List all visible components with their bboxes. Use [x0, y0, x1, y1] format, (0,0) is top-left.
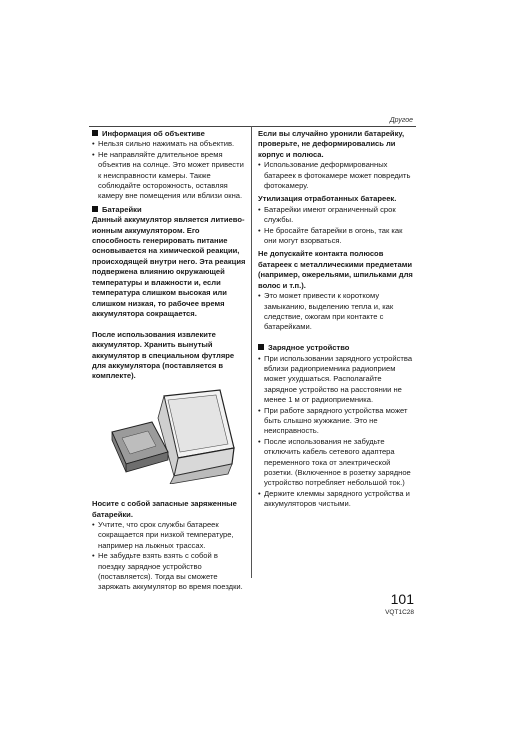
battery-storage-paragraph: После использования извлеките аккумулятор. Хранить вынутый аккумулятор в специальном футляре для аккумулятора (поставляется в комплекте).	[92, 329, 235, 381]
lens-info-heading: Информация об объективе	[92, 129, 247, 139]
spare-battery-heading: Носите с собой запасные заряженные батарейки.	[92, 499, 237, 519]
top-rule	[89, 126, 416, 127]
batteries-heading: Батарейки	[92, 205, 247, 215]
metal-contact-heading: Не допускайте контакта полюсов батареек с металлическими предметами (например, ожерельями, шпильками для волос и т.п.).	[258, 249, 413, 290]
charger-bullet-1: • При использовании зарядного устройства вблизи радиоприемника радиоприем может ухудшаться. Располагайте зарядное устройство на расстоянии не менее 1 м от радиоприемника.	[258, 354, 416, 406]
document-code: VQT1C28	[385, 609, 414, 616]
spare-battery-bullet-2: • Не забудьте взять взять с собой в поездку зарядное устройство (поставляется). Тогда вы сможете заряжать аккумулятор во время поездки.	[92, 551, 247, 593]
page-number: 101	[390, 591, 414, 607]
charger-heading: Зарядное устройство	[258, 343, 416, 353]
charger-bullet-3: • После использования не забудьте отключить кабель сетевого адаптера переменного тока от электрической розетки. (Включенное в розетку зарядное устройство потребляет небольшой ток.)	[258, 437, 416, 489]
dropped-battery-bullet: • Использование деформированных батареек в фотокамере может повредить фотокамеру.	[258, 160, 416, 191]
battery-disposal-bullet-1: • Батарейки имеют ограниченный срок службы.	[258, 205, 416, 226]
battery-disposal-heading: Утилизация отработанных батареек.	[258, 194, 397, 204]
battery-and-case-photo	[92, 388, 240, 484]
square-bullet-icon	[92, 130, 98, 136]
spare-battery-bullet-1: • Учтите, что срок службы батареек сокращается при низкой температуре, например на лыжных трассах.	[92, 520, 247, 551]
battery-disposal-bullet-2: • Не бросайте батарейки в огонь, так как они могут взорваться.	[258, 226, 416, 247]
right-column	[258, 129, 416, 510]
charger-bullet-2: • При работе зарядного устройства может быть слышно жужжание. Это не неисправность.	[258, 406, 416, 437]
column-divider	[251, 126, 252, 578]
left-column	[92, 129, 247, 593]
section-label: Другое	[389, 117, 413, 124]
charger-bullet-4: • Держите клеммы зарядного устройства и аккумуляторов чистыми.	[258, 489, 416, 510]
square-bullet-icon	[258, 344, 264, 350]
square-bullet-icon	[92, 206, 98, 212]
battery-lithium-paragraph: Данный аккумулятор является литиево-ионным аккумулятором. Его способность генерировать питание основывается на химической реакции, происходящей внутри него. Эта реакция подвержена влиянию окружающей температуры и влажности и, если температура слишком высокая или слишком низкая, то рабочее время аккумулятора сокращается.	[92, 215, 246, 318]
lens-bullet-1: • Нельзя сильно нажимать на объектив.	[92, 139, 247, 149]
dropped-battery-heading: Если вы случайно уронили батарейку, проверьте, не деформировались ли корпус и полюса.	[258, 129, 405, 159]
metal-contact-bullet: • Это может привести к короткому замыканию, выделению тепла и, как следствие, ожогам при контакте с батарейками.	[258, 291, 416, 333]
lens-bullet-2: • Не направляйте длительное время объектив на солнце. Это может привести к неисправности камеры. Также соблюдайте осторожность, оставляя камеру вне помещения или вблизи окна.	[92, 150, 247, 202]
